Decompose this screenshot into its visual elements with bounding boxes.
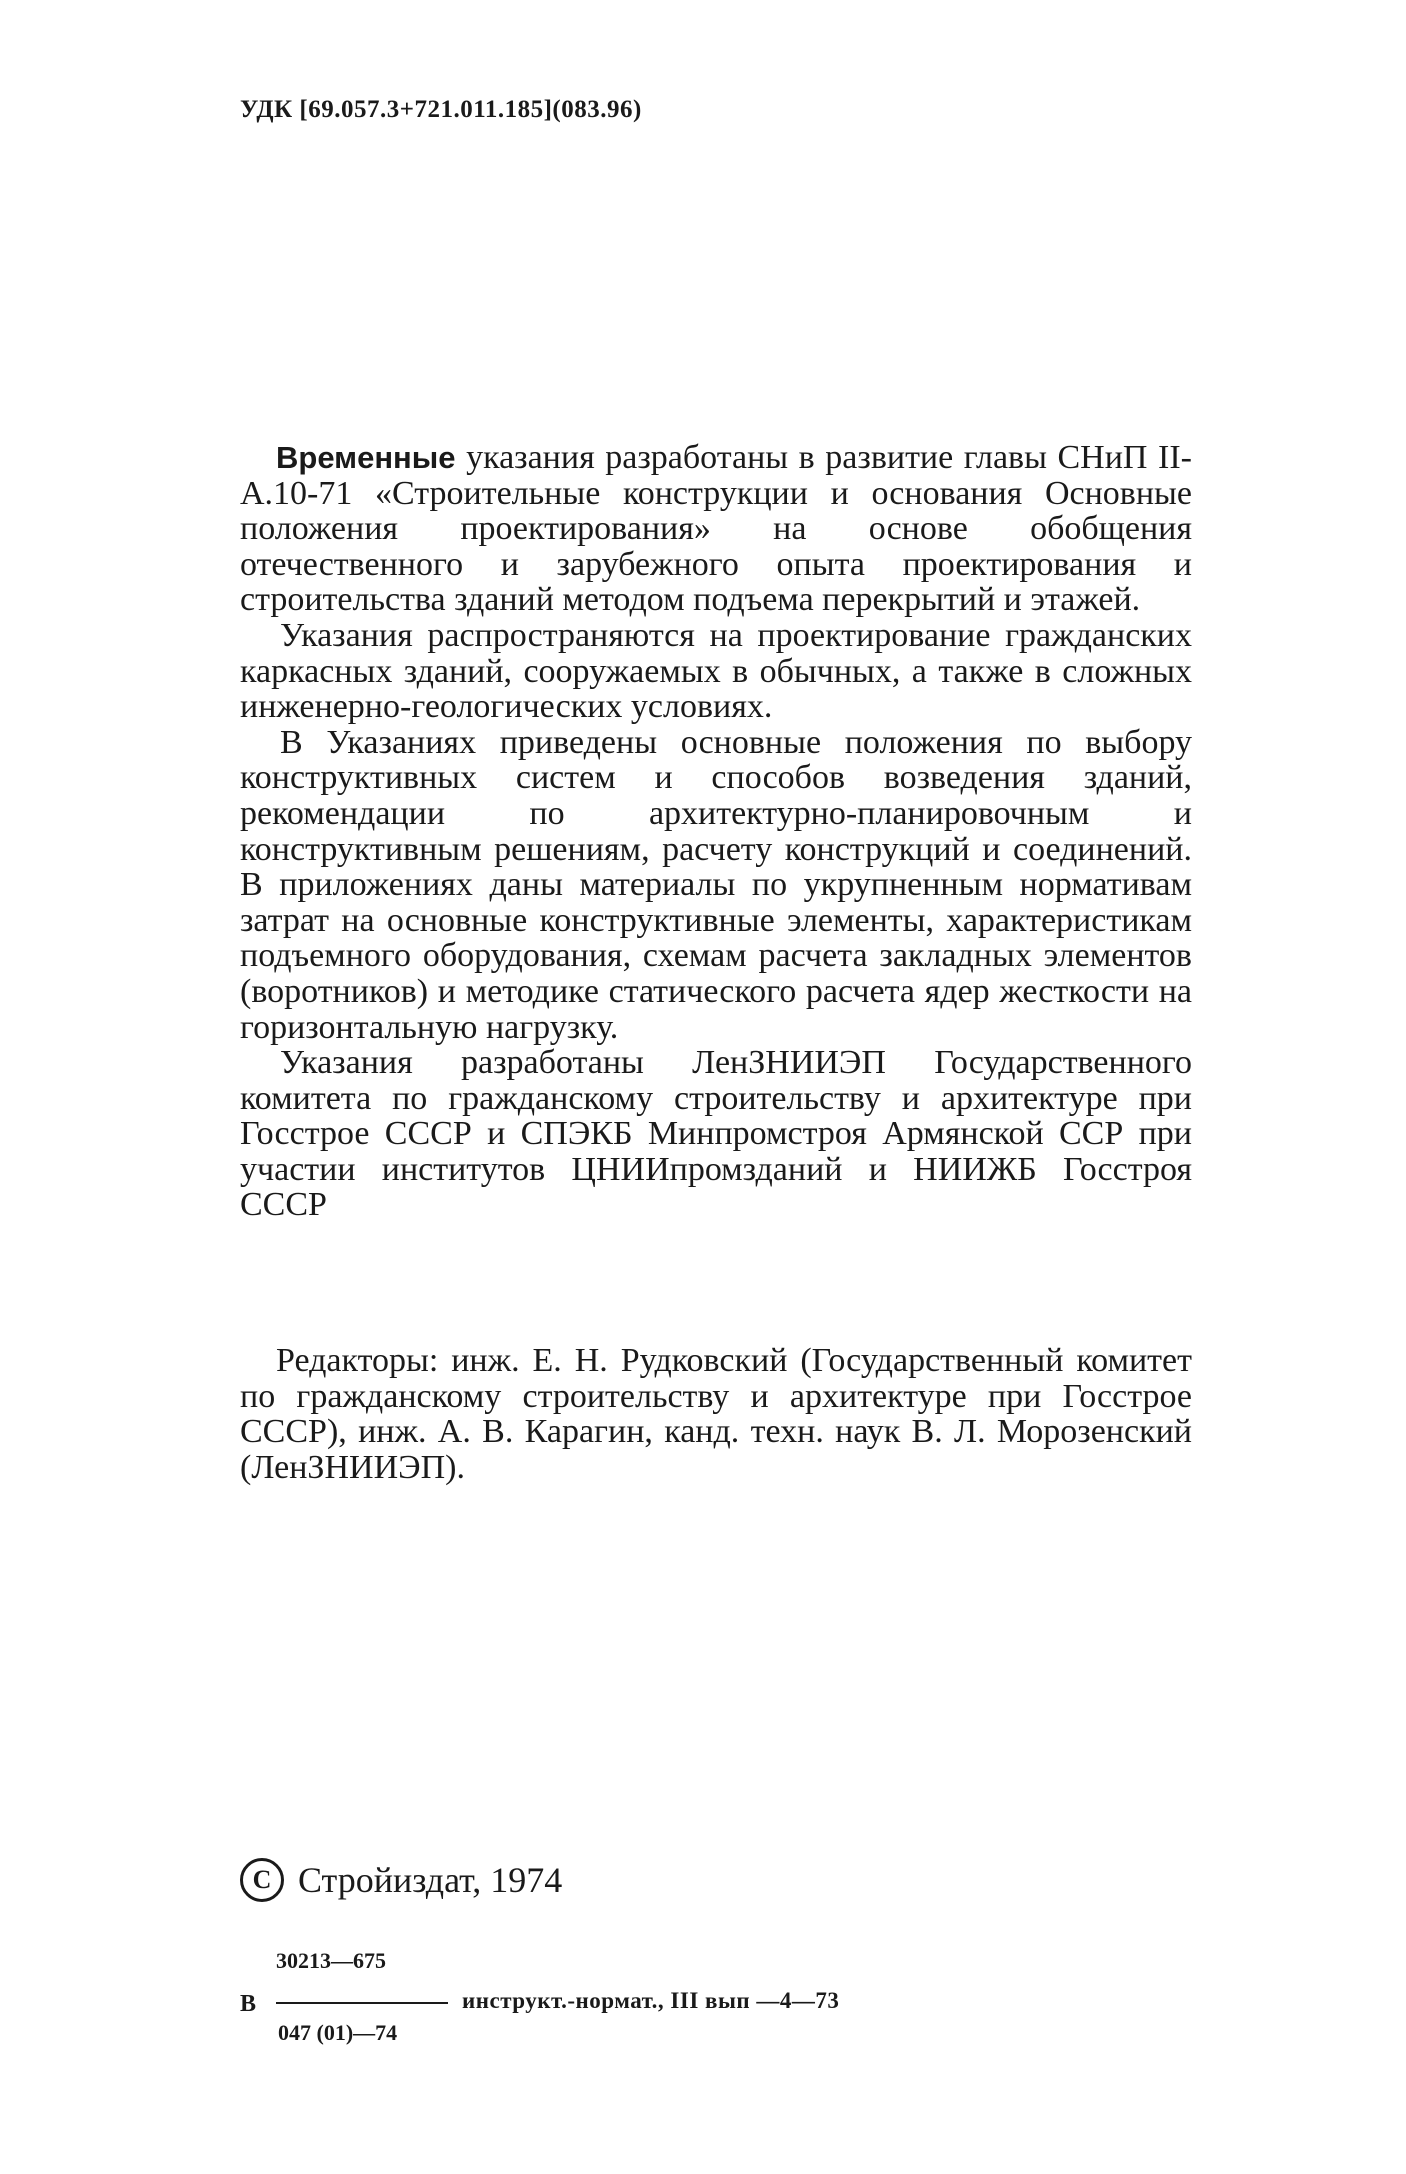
annotation [240,440,1192,1223]
annotation-paragraph-4: Указания разработаны ЛенЗНИИЭП Государственного комитета по гражданскому строительству и архитектуре при Госстрое СССР и СПЭКБ Минпромстроя Армянской ССР при участии институтов ЦНИИпромзданий и НИИЖБ Госстроя СССР [240,1044,1192,1224]
copyright-text: Стройиздат, 1974 [298,1860,563,1900]
udc-code: УДК [69.057.3+721.011.185](083.96) [240,96,642,123]
annotation-paragraph-1-text: указания разработаны в развитие главы СНиП II-А.10-71 «Строительные конструкции и основания Основные положения проектирования» на основе обобщения отечественного и зарубежного опыта проектирования и строительства зданий методом подъема перекрытий и этажей. [240,439,1192,619]
index-denominator: 047 (01)—74 [278,2020,398,2045]
annotation-paragraph-3: В Указаниях приведены основные положения по выбору конструктивных систем и способов возведения зданий, рекомендации по архитектурно-планировочным и конструктивным решениям, расчету конструкций и соединений. В приложениях даны материалы по укрупненным нормативам затрат на основные конструктивные элементы, характеристикам подъемного оборудования, схемам расчета закладных элементов (воротников) и методике статического расчета ядер жесткости на горизонтальную нагрузку. [240,723,1192,1046]
editors-credit: Редакторы: инж. Е. Н. Рудковский (Государственный комитет по гражданскому строительству и архитектуре при Госстрое СССР), инж. А. В. Карагин, канд. техн. наук В. Л. Морозенский (ЛенЗНИИЭП). [240,1342,1192,1486]
annotation-paragraph-2: Указания распространяются на проектирование гражданских каркасных зданий, сооружаемых в обычных, а также в сложных инженерно-геологических условиях. [240,616,1192,726]
publication-index [240,1948,1000,2058]
annotation-lead-word: Временные [276,440,456,475]
annotation-paragraph-1 [240,440,1192,618]
index-numerator: 30213—675 [276,1948,386,1973]
copyright-icon: C [240,1858,284,1902]
index-fraction-rule [276,2002,448,2004]
index-tail: инструкт.-нормат., III вып —4—73 [462,1988,840,2013]
copyright-line [240,1858,562,1902]
index-letter: В [240,1991,257,2017]
